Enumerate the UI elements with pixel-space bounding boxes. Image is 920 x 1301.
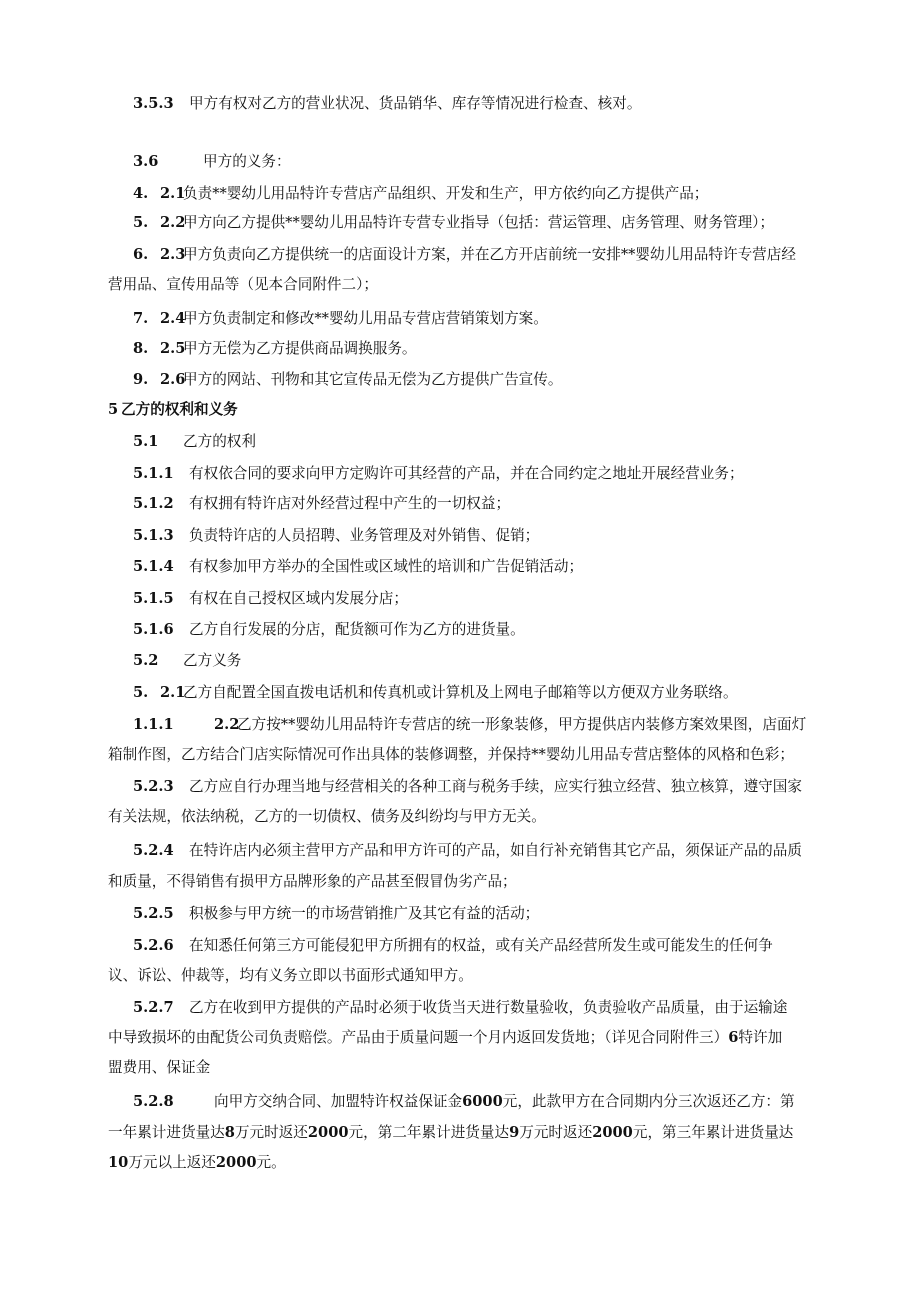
clause-number: 5.1.5 — [133, 590, 174, 607]
clause-number: 5.1 — [133, 433, 159, 450]
list-number: 7. — [133, 310, 149, 327]
sub-number: 2.2 — [214, 716, 240, 733]
clause-text — [214, 1092, 795, 1112]
sub-number: 2.4 — [160, 310, 186, 327]
sub-number: 2.2 — [160, 214, 186, 231]
amount: 8 — [224, 1124, 235, 1141]
list-number: 5. — [133, 684, 149, 701]
clause-number: 5.2.8 — [133, 1093, 174, 1110]
clause-text: 乙方在收到甲方提供的产品时必须于收货当天进行数量验收，负责验收产品质量，由于运输途 — [189, 999, 788, 1016]
amount: 10 — [108, 1154, 129, 1171]
clause-text-continued — [108, 1123, 793, 1143]
sub-number: 2.1 — [160, 185, 186, 202]
amount: 9 — [509, 1124, 520, 1141]
text-run: 中导致损坏的由配货公司负责赔偿。产品由于质量问题一个月内返回发货地；（详见合同附件三） — [108, 1029, 729, 1046]
section-number-inline: 6 — [728, 1029, 739, 1046]
sub-number: 2.6 — [160, 371, 186, 388]
sub-number: 2.5 — [160, 340, 186, 357]
section-heading: 乙方的权利和义务 — [121, 401, 238, 418]
clause-number: 5.1.3 — [133, 527, 174, 544]
text-run: 万元时返还 — [519, 1124, 593, 1141]
list-number: 8. — [133, 340, 149, 357]
clause-text: 积极参与甲方统一的市场营销推广及其它有益的活动； — [189, 905, 540, 922]
clause-number: 5.1.6 — [133, 621, 174, 638]
clause-text: 甲方负责制定和修改**婴幼儿用品专营店营销策划方案。 — [183, 310, 548, 327]
amount: 2000 — [307, 1124, 349, 1141]
clause-text-continued — [108, 1153, 286, 1173]
clause-number: 5.2.5 — [133, 905, 174, 922]
amount: 6000 — [462, 1093, 503, 1110]
text-run: 元，此款甲方在合同期内分三次返还乙方：第 — [502, 1093, 795, 1110]
list-number: 6. — [133, 246, 149, 263]
clause-text-continued: 箱制作图，乙方结合门店实际情况可作出具体的装修调整，并保持**婴幼儿用品专营店整体的风格和色彩； — [108, 746, 794, 763]
clause-number: 5.2.3 — [133, 778, 174, 795]
clause-text: 乙方义务 — [183, 652, 242, 669]
clause-number: 5.2 — [133, 652, 159, 669]
clause-text: 在知悉任何第三方可能侵犯甲方所拥有的权益，或有关产品经营所发生或可能发生的任何争 — [189, 937, 773, 954]
clause-number: 5.2.4 — [133, 842, 174, 859]
clause-text: 乙方应自行办理当地与经营相关的各种工商与税务手续，应实行独立经营、独立核算，遵守国家 — [189, 778, 802, 795]
clause-number: 3.5.3 — [133, 95, 174, 112]
clause-text: 有权拥有特许店对外经营过程中产生的一切权益； — [189, 495, 511, 512]
text-run: 万元以上返还 — [128, 1154, 216, 1171]
text-run: 元，第三年累计进货量达 — [632, 1124, 794, 1141]
clause-text: 乙方自行发展的分店，配货额可作为乙方的进货量。 — [189, 621, 525, 638]
clause-number: 5.2.6 — [133, 937, 174, 954]
text-run: 特许加 — [738, 1029, 783, 1046]
clause-text: 有权参加甲方举办的全国性或区域性的培训和广告促销活动； — [189, 558, 584, 575]
clause-text: 甲方负责向乙方提供统一的店面设计方案，并在乙方开店前统一安排**婴幼儿用品特许专营店经 — [183, 246, 796, 263]
clause-text-continued: 有关法规，依法纳税，乙方的一切债权、债务及纠纷均与甲方无关。 — [108, 808, 546, 825]
clause-text: 有权依合同的要求向甲方定购许可其经营的产品，并在合同约定之地址开展经营业务； — [189, 465, 744, 482]
clause-text: 甲方无偿为乙方提供商品调换服务。 — [183, 340, 417, 357]
section-number: 5 — [108, 401, 119, 418]
list-number: 5. — [133, 214, 149, 231]
clause-text-continued: 盟费用、保证金 — [108, 1059, 211, 1076]
clause-number: 5.1.2 — [133, 495, 174, 512]
list-number: 9. — [133, 371, 149, 388]
sub-number: 2.3 — [160, 246, 186, 263]
clause-number: 5.1.1 — [133, 465, 174, 482]
clause-text: 有权在自己授权区域内发展分店； — [189, 590, 408, 607]
text-run: 元，第二年累计进货量达 — [348, 1124, 510, 1141]
clause-text: 甲方向乙方提供**婴幼儿用品特许专营专业指导（包括：营运管理、店务管理、财务管理）； — [183, 214, 775, 231]
clause-text: 乙方的权利 — [183, 433, 256, 450]
clause-text: 乙方按**婴幼儿用品特许专营店的统一形象装修，甲方提供店内装修方案效果图，店面灯 — [237, 716, 807, 733]
clause-text: 甲方的义务： — [203, 153, 291, 170]
clause-text: 在特许店内必须主营甲方产品和甲方许可的产品，如自行补充销售其它产品，须保证产品的品质 — [189, 842, 802, 859]
sub-number: 2.1 — [160, 684, 186, 701]
clause-text-continued: 议、诉讼、仲裁等，均有义务立即以书面形式通知甲方。 — [108, 967, 473, 984]
clause-text: 甲方有权对乙方的营业状况、货品销华、库存等情况进行检查、核对。 — [189, 95, 642, 112]
text-run: 万元时返还 — [234, 1124, 308, 1141]
clause-text: 乙方自配置全国直拨电话机和传真机或计算机及上网电子邮箱等以方便双方业务联络。 — [183, 684, 738, 701]
clause-text: 甲方的网站、刊物和其它宣传品无偿为乙方提供广告宣传。 — [183, 371, 563, 388]
amount: 2000 — [592, 1124, 633, 1141]
clause-number: 3.6 — [133, 153, 159, 170]
clause-text: 负责**婴幼儿用品特许专营店产品组织、开发和生产，甲方依约向乙方提供产品； — [183, 185, 709, 202]
clause-text: 负责特许店的人员招聘、业务管理及对外销售、促销； — [189, 527, 540, 544]
list-number: 4. — [133, 185, 149, 202]
clause-number: 5.1.4 — [133, 558, 174, 575]
amount: 2000 — [215, 1154, 257, 1171]
text-run: 元。 — [256, 1154, 286, 1171]
clause-text-continued — [108, 1028, 782, 1048]
text-run: 向甲方交纳合同、加盟特许权益保证金 — [214, 1093, 463, 1110]
clause-text-continued: 和质量，不得销售有损甲方品牌形象的产品甚至假冒伪劣产品； — [108, 873, 517, 890]
text-run: 一年累计进货量达 — [108, 1124, 225, 1141]
clause-number: 5.2.7 — [133, 999, 174, 1016]
clause-text-continued: 营用品、宣传用品等（见本合同附件二）； — [108, 276, 378, 293]
list-number: 1.1.1 — [133, 716, 174, 733]
